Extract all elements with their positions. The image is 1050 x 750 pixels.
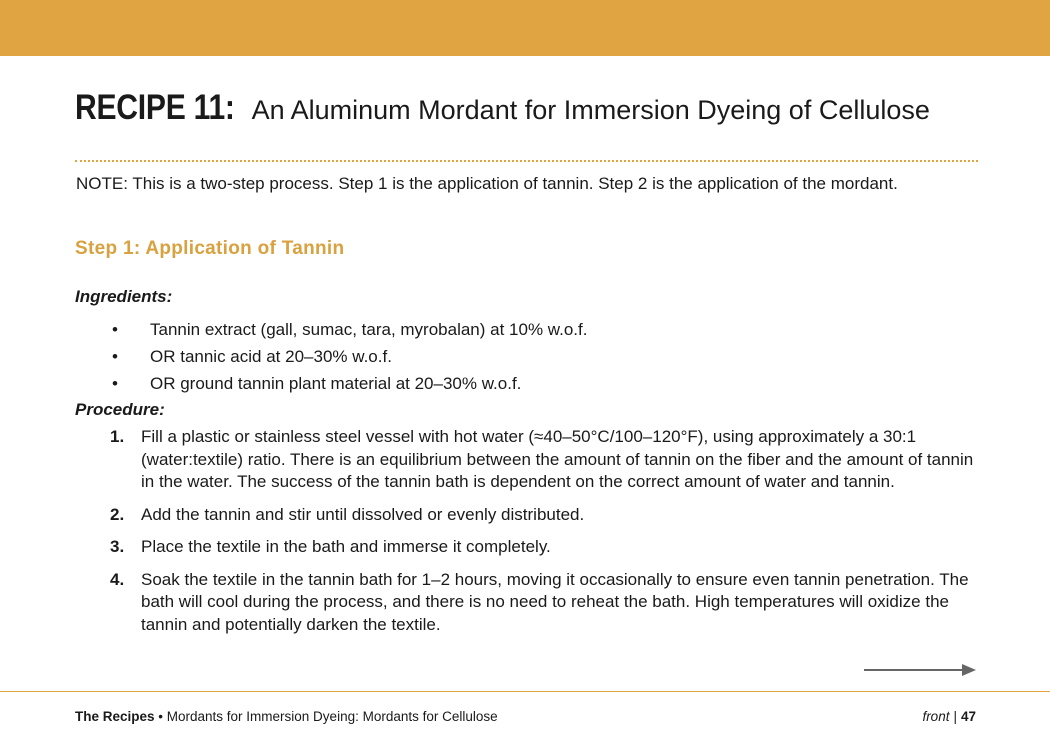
step-number: 3. [110,537,125,556]
step-number: 4. [110,569,125,589]
ingredients-list [112,316,992,397]
recipe-title [75,86,1015,132]
right-arrow-icon[interactable] [864,662,978,678]
procedure-step [110,536,980,559]
footer-pipe: | [953,709,957,724]
step-text: Place the textile in the bath and immerse it completely. [141,537,551,556]
procedure-step [110,504,980,527]
bullet-icon: • [112,347,118,366]
step-number: 1. [110,427,125,446]
footer-section: The Recipes [75,709,155,724]
step-number: 2. [110,504,125,524]
bullet-icon: • [112,374,118,393]
footer-separator: • [154,709,167,724]
top-color-band [0,0,1050,56]
footer-breadcrumb [75,709,498,724]
procedure-list [110,426,980,646]
note-text: NOTE: This is a two-step process. Step 1 is the application of tannin. Step 2 is the application of the mordant. [76,174,898,193]
step-text: Add the tannin and stir until dissolved or evenly distributed. [141,504,585,524]
footer-subsection: Mordants for Immersion Dyeing: Mordants for Cellulose [166,709,498,724]
step-heading [75,238,344,260]
page-number: 47 [960,709,976,724]
footer-rule [0,691,1050,692]
step-title: Application of Tannin [145,238,345,259]
footer-page-info [922,709,976,724]
list-item [112,316,992,343]
list-item [112,343,992,370]
procedure-step [110,426,980,494]
procedure-step [110,569,980,637]
list-item [112,370,992,397]
ingredients-label: Ingredients: [75,287,173,306]
step-text: Fill a plastic or stainless steel vessel with hot water (≈40–50°C/100–120°F), using approximately a 30:1 (water:textile) ratio. There is an equilibrium between the amount of tannin on the fiber and the amount of tannin in the water. The success of the tannin bath is dependent on the correct amount of water and tannin. [141,427,974,491]
step-label: Step 1: [75,238,141,259]
dotted-divider [75,160,978,162]
footer-side: front [922,709,950,724]
bullet-icon: • [112,320,118,339]
ingredient-text: Tannin extract (gall, sumac, tara, myrobalan) at 10% w.o.f. [150,320,588,339]
ingredient-text: OR ground tannin plant material at 20–30% w.o.f. [150,374,522,393]
recipe-name: An Aluminum Mordant for Immersion Dyeing of Cellulose [251,95,930,125]
ingredient-text: OR tannic acid at 20–30% w.o.f. [150,347,392,366]
recipe-number: RECIPE 11: [75,88,235,127]
step-text: Soak the textile in the tannin bath for 1–2 hours, moving it occasionally to ensure even tannin penetration. The bath will cool during the process, and there is no need to reheat the bath. High temperatures will oxidize the tannin and potentially darken the textile. [141,569,969,634]
procedure-label: Procedure: [75,400,165,419]
